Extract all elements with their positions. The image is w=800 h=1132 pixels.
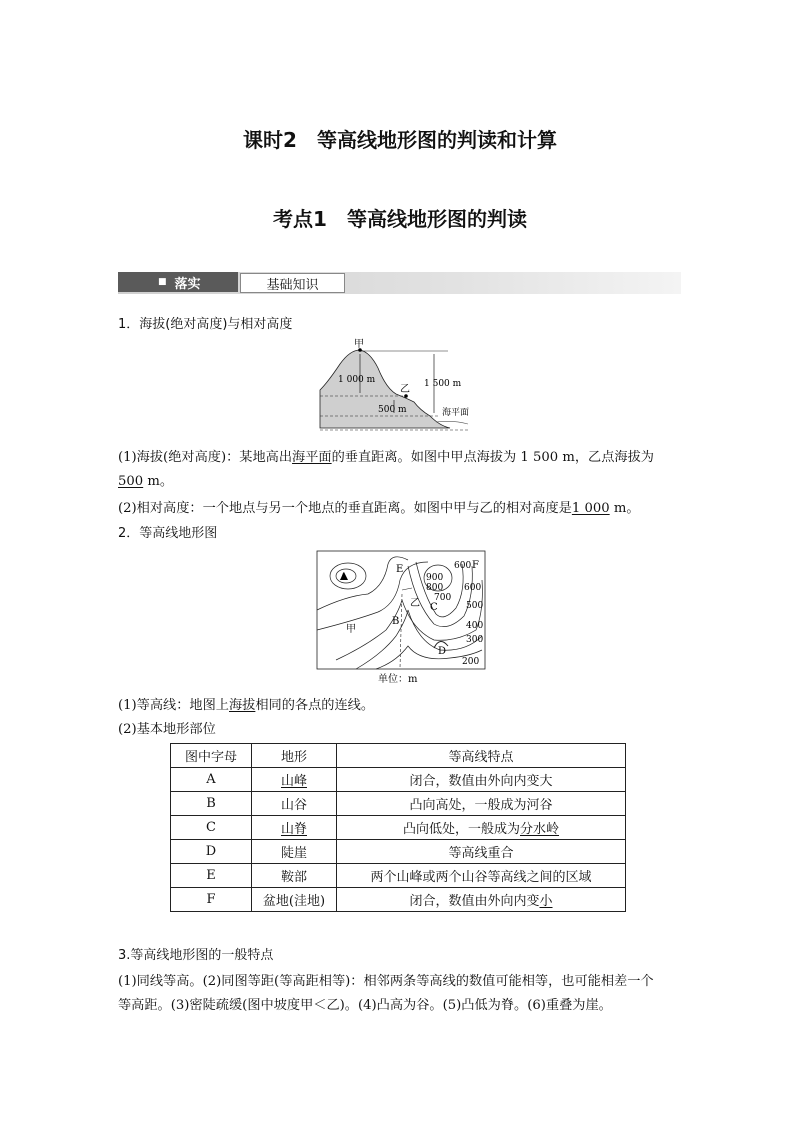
contour-label-700: 700 [434,593,452,603]
s1p2-blank-1000: 1 000 [571,501,610,516]
banner-light-label: 基础知识 [266,277,319,293]
contour-label-800: 800 [426,583,444,593]
section2-paragraph1 [118,694,374,718]
fig1-1500m-label: 1 500 m [424,379,462,389]
map-label-yi: 乙 [410,598,420,609]
table-cell-terrain: 盆地(洼地) [252,888,337,912]
s1p2-text-b: m。 [609,501,640,516]
table-row [171,840,626,864]
s2p1-text-b: 相同的各点的连线。 [255,698,375,713]
contour-label-300: 300 [466,635,484,645]
section3-heading: 3.等高线地形图的一般特点 [118,948,274,963]
table-cell-letter: E [171,864,252,888]
s2p1-text-a: (1)等高线：地图上 [118,698,229,713]
table-cell-terrain: 鞍部 [252,864,337,888]
map-label-C: C [430,602,438,613]
map-label-E: E [396,564,404,575]
contour-map [316,550,488,686]
table-cell-feature [337,816,626,840]
map-label-jia: 甲 [346,624,356,635]
table-cell-terrain: 山谷 [252,792,337,816]
banner-light-tab [240,273,345,293]
s3-line2: 等高距。(3)密陡疏缓(图中坡度甲＜乙)。(4)凸高为谷。(5)凸低为脊。(6)重叠为崖。 [118,998,612,1013]
table-feature-text: 闭合，数值由外向内变 [409,894,540,909]
table-cell-feature: 凸向高处，一般成为河谷 [337,792,626,816]
s1p1-blank-sea-level: 海平面 [292,450,332,465]
table-feature-text: 凸向低处，一般成为 [402,822,520,837]
fig1-sea-label: 海平面 [442,408,470,418]
table-header: 地形 [252,744,337,768]
table-cell-letter: D [171,840,252,864]
section2-heading: 2．等高线地形图 [118,526,218,541]
table-feature-blank: 分水岭 [520,822,560,837]
map-label-F: F [472,560,479,571]
s1p1-blank-500: 500 [118,474,144,489]
table-cell-feature: 等高线重合 [337,840,626,864]
table-cell-feature: 闭合，数值由外向内变大 [337,768,626,792]
table-row [171,816,626,840]
banner-dark-label: 落实 [174,276,201,292]
map-unit-label: 单位：m [378,674,418,685]
table-cell-letter: F [171,888,252,912]
table-header-row [171,744,626,768]
table-row [171,792,626,816]
fig1-yi-label: 乙 [400,384,410,395]
table-cell-letter: C [171,816,252,840]
section2-paragraph2: (2)基本地形部位 [118,722,216,737]
section1-heading: 1．海拔(绝对高度)与相对高度 [118,317,293,332]
table-header: 图中字母 [171,744,252,768]
table-cell-feature [337,888,626,912]
map-label-D: D [438,646,447,657]
table-row [171,888,626,912]
table-cell-feature: 两个山峰或两个山谷等高线之间的区域 [337,864,626,888]
contour-label-600b: 600 [464,583,482,593]
table-cell-terrain: 山脊 [252,816,337,840]
s3-line1: (1)同线等高。(2)同图等距(等高距相等)：相邻两条等高线的数值可能相等，也可能相差一个 [118,974,654,989]
topic-title: 考点1 等高线地形图的判读 [273,207,527,231]
table-row [171,768,626,792]
map-label-A: A [340,572,348,583]
map-label-B: B [392,616,400,627]
altitude-figure [318,338,488,438]
fig1-1000m-label: 1 000 m [338,375,376,385]
s1p1-text-c: m。 [143,474,174,489]
section3-paragraph [118,970,698,1018]
fig1-500m-label: 500 m [378,405,407,415]
table-cell-terrain: 陡崖 [252,840,337,864]
s2p1-blank-altitude: 海拔 [229,698,256,713]
s1p1-text-a: (1)海拔(绝对高度)：某地高出 [118,450,293,465]
s1p1-text-b: 的垂直距离。如图中甲点海拔为 1 500 m，乙点海拔为 [331,450,654,465]
table-feature-blank: 小 [539,894,553,909]
contour-label-600a: 600 [454,561,472,571]
contour-label-900: 900 [426,573,444,583]
table-cell-letter: A [171,768,252,792]
table-row [171,864,626,888]
contour-label-400: 400 [466,621,484,631]
banner-bullet-icon: ■ [158,277,167,287]
section1-paragraph1 [118,446,688,494]
contour-label-500: 500 [466,601,484,611]
contour-label-200: 200 [462,657,480,667]
lesson-title: 课时2 等高线地形图的判读和计算 [243,128,557,152]
s1p2-text-a: (2)相对高度：一个地点与另一个地点的垂直距离。如图中甲与乙的相对高度是 [118,501,572,516]
terrain-table [170,743,626,912]
section1-paragraph2 [118,497,698,521]
table-cell-terrain: 山峰 [252,768,337,792]
fig1-jia-label: 甲 [354,339,364,350]
table-cell-letter: B [171,792,252,816]
table-header: 等高线特点 [337,744,626,768]
banner-dark-tab [118,272,238,292]
